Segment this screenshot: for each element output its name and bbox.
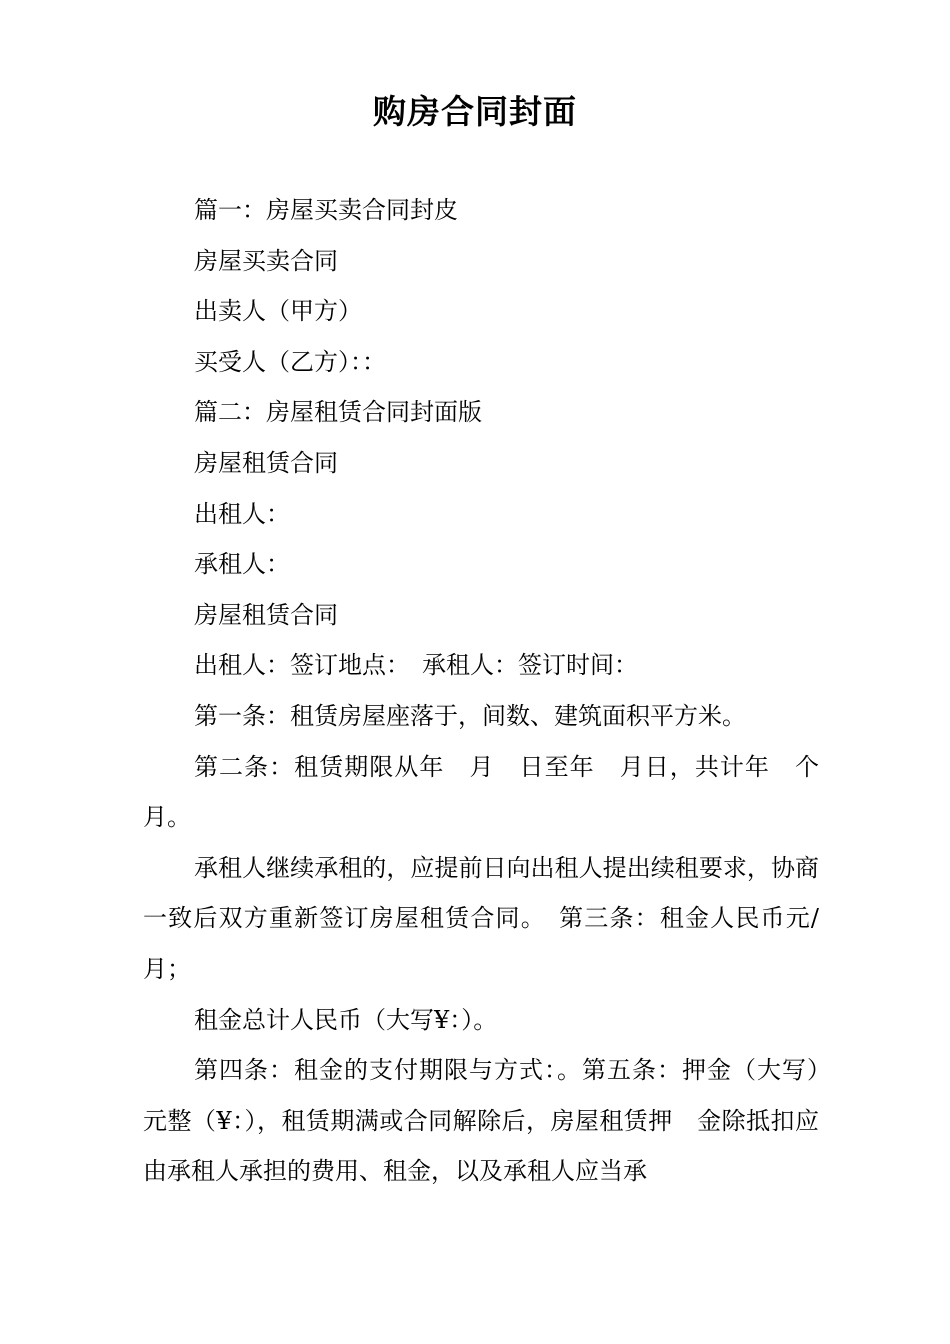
paragraph: 出卖人（甲方） [194,297,362,326]
paragraph: 第二条：租赁期限从年 月 日至年 月日，共计年 个月。 [143,752,819,832]
paragraph: 承租人： [194,550,290,579]
paragraph: 篇一：房屋买卖合同封皮 [194,196,458,224]
paragraph: 出租人： [194,499,290,528]
document-title: 购房合同封面 [373,92,577,131]
paragraph: 第一条：租赁房屋座落于，间数、建筑面积平方米。 [194,701,746,730]
paragraph: 房屋租赁合同 [194,448,338,477]
document-body [143,185,843,1197]
paragraph: 房屋买卖合同 [194,246,338,275]
paragraph: 篇二：房屋租赁合同封面版 [194,398,482,427]
paragraph: 租金总计人民币（大写¥：）。 [194,1005,498,1034]
paragraph: 房屋租赁合同 [194,600,338,629]
paragraph: 第四条：租金的支付期限与方式：。第五条：押金（大写） 元整（¥：），租赁期满或合同解除后，房屋租赁押 金除抵扣应由承租人承担的费用、租金，以及承租人应当承 [143,1056,843,1186]
paragraph: 承租人继续承租的，应提前日向出租人提出续租要求，协商一致后双方重新签订房屋租赁合同。 第三条：租金人民币元/月； [143,853,819,983]
paragraph: 买受人（乙方）：： [194,347,386,376]
paragraph: 出租人：签订地点： 承租人：签订时间： [194,651,638,680]
